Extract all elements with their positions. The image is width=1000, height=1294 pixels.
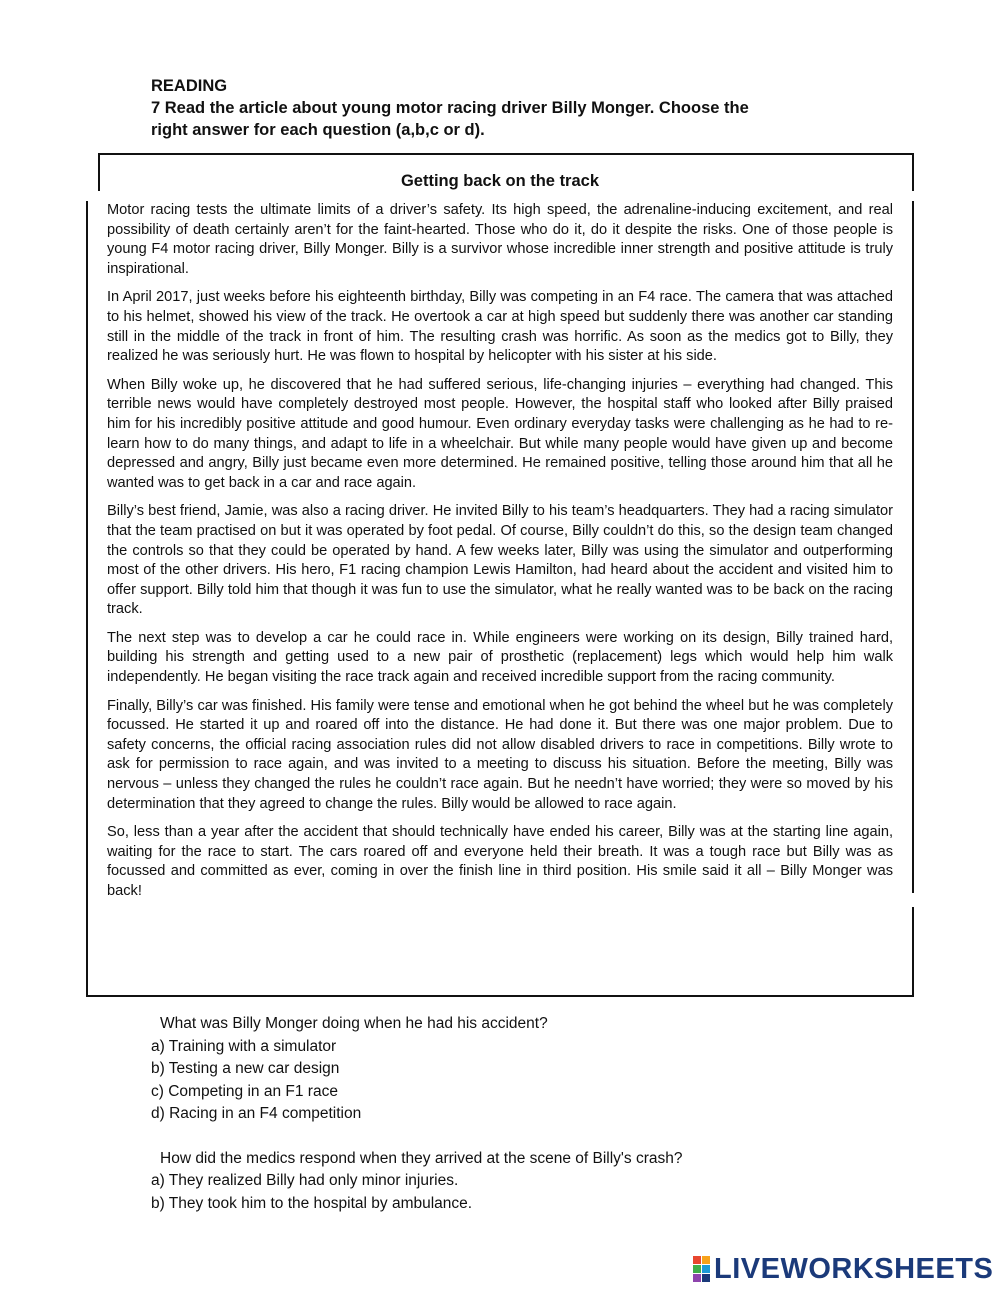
question-list	[151, 1013, 851, 1237]
border-right-low	[912, 907, 914, 997]
border-left-mid	[86, 201, 88, 997]
instruction-line-2: right answer for each question (a,b,c or d).	[151, 121, 485, 139]
answer-option-b[interactable]: b) Testing a new car design	[151, 1060, 340, 1077]
answer-option-a[interactable]: a) Training with a simulator	[151, 1037, 337, 1055]
article-paragraph: When Billy woke up, he discovered that he had suffered serious, life-changing injuries – everything had changed. This terrible news would have completely destroyed most people. However, the hospital staff who looked after Billy praised him for his incredibly positive attitude and good humour. Even ordinary everyday tasks were challenging as he had to re-learn how to do many things, and adapt to life in a wheelchair. But while many people would have given up and become depressed and angry, Billy just became even more determined. He remained positive, telling those around him that all he wanted was to get back in a car and race again.	[107, 376, 893, 491]
logo-mark-icon	[693, 1256, 710, 1282]
logo-block	[702, 1256, 710, 1264]
logo-text: LIVEWORKSHEETS	[714, 1253, 994, 1285]
logo-block	[693, 1274, 701, 1282]
answer-option-d[interactable]: d) Racing in an F4 competition	[151, 1105, 362, 1122]
answer-option-b[interactable]: b) They took him to the hospital by ambulance.	[151, 1194, 473, 1212]
instruction-line-1: 7 Read the article about young motor racing driver Billy Monger. Choose the	[151, 99, 749, 117]
border-right-mid	[912, 201, 914, 893]
border-bottom	[86, 995, 914, 997]
article-box	[86, 153, 914, 997]
article-body	[107, 201, 893, 911]
article-title: Getting back on the track	[400, 172, 600, 190]
logo-block	[693, 1256, 701, 1264]
article-paragraph: So, less than a year after the accident that should technically have ended his career, Billy was at the starting line again, waiting for the race to start. The cars roared off and everyone held their breath. It was a tough race but Billy was as focussed and committed as ever, coming in over the finish line in third position. His smile said it all – Billy Monger was back!	[107, 824, 893, 899]
answer-option-a[interactable]: a) They realized Billy had only minor injuries.	[151, 1172, 459, 1189]
logo-block	[702, 1265, 710, 1273]
answer-option-c[interactable]: c) Competing in an F1 race	[151, 1082, 338, 1100]
logo-block	[702, 1274, 710, 1282]
logo-block	[693, 1265, 701, 1273]
article-paragraph: Finally, Billy’s car was finished. His family were tense and emotional when he got behind the wheel but he was completely focussed. He started it up and roared off into the distance. He had done it. But there was one major problem. Due to safety concerns, the official racing association rules did not allow disabled drivers to race in competitions. Billy wrote to ask for permission to race again, and was invited to a meeting to discuss his situation. Before the meeting, Billy was nervous – unless they changed the rules he couldn’t race again. But he needn’t have worried; they were so moved by his determination that they agreed to change the rules. Billy would be allowed to race again.	[107, 697, 893, 812]
question-text: What was Billy Monger doing when he had his accident?	[160, 1015, 548, 1032]
article-paragraph: Motor racing tests the ultimate limits of a driver’s safety. Its high speed, the adrenaline-inducing excitement, and real possibility of death certainly aren’t for the faint-hearted. Those who do it, do it despite the risks. One of those people is young F4 motor racing driver, Billy Monger. Billy is a survivor whose incredible inner strength and positive attitude is truly inspirational.	[107, 202, 893, 277]
worksheet-header	[151, 76, 871, 141]
article-paragraph: Billy’s best friend, Jamie, was also a racing driver. He invited Billy to his team’s headquarters. They had a racing simulator that the team practised on but it was operated by foot pedal. Of course, Billy couldn’t do this, so the design team changed the controls so that they could be operated by hand. A few weeks later, Billy was using the simulator and outperforming most of the other drivers. His hero, F1 racing champion Lewis Hamilton, had heard about the accident and visited him to offer support. Billy told him that though it was fun to use the simulator, what he really wanted was to be back on the racing track.	[107, 503, 893, 618]
liveworksheets-logo	[693, 1254, 993, 1284]
article-paragraph: In April 2017, just weeks before his eighteenth birthday, Billy was competing in an F4 race. The camera that was attached to his helmet, showed his view of the track. He overtook a car at high speed but suddenly there was another car standing still in the middle of the track in front of him. The resulting crash was horrific. As soon as the medics got to Billy, they realized he was seriously hurt. He was flown to hospital by helicopter with his sister at his side.	[107, 289, 893, 365]
question-1	[151, 1013, 851, 1126]
article-paragraph: The next step was to develop a car he could race in. While engineers were working on its design, Billy trained hard, building his strength and getting used to a new pair of prosthetic (replacement) legs which would help him walk independently. He began visiting the race track again and received incredible support from the racing community.	[107, 629, 893, 686]
question-text: How did the medics respond when they arrived at the scene of Billy's crash?	[160, 1149, 683, 1167]
section-label: READING	[151, 77, 228, 95]
question-2	[151, 1148, 851, 1216]
border-top	[98, 153, 914, 155]
